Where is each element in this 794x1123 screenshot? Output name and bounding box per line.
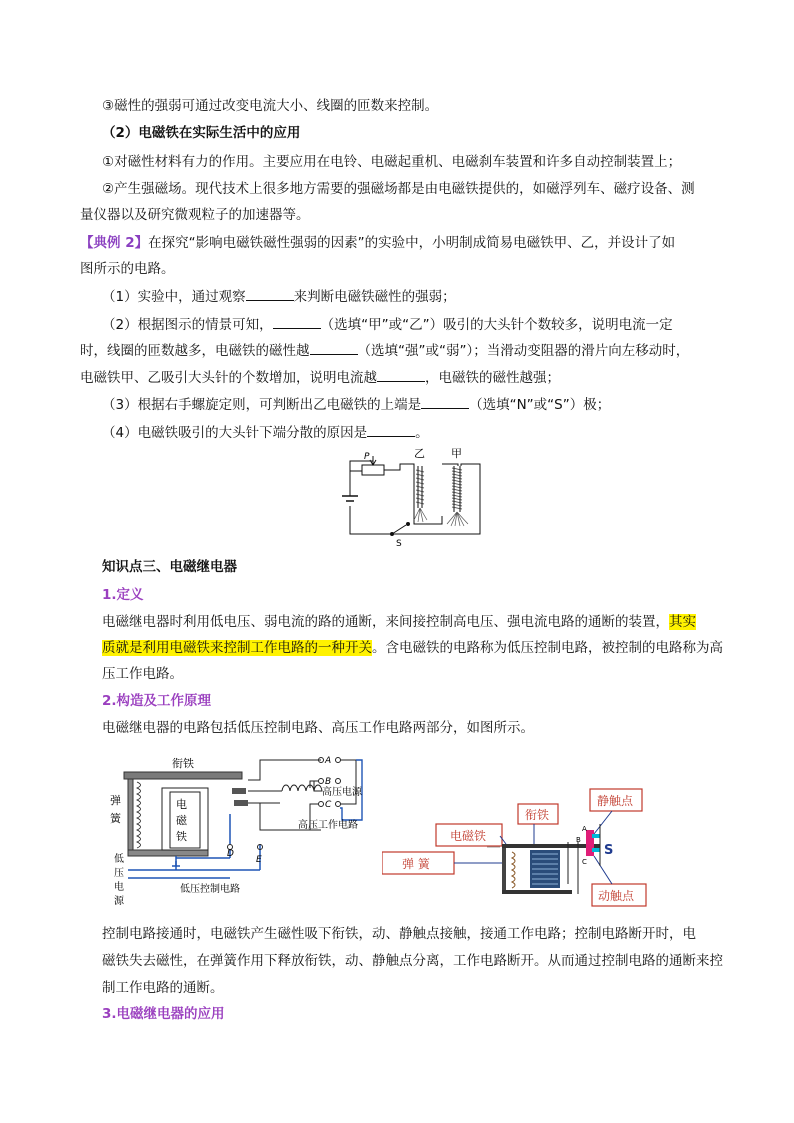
text-line: 电磁继电器的电路包括低压控制电路、高压工作电路两部分，如图所示。 [102,720,534,736]
definition-line1: 电磁继电器时利用低电压、弱电流的路的通断，来间接控制高电压、强电流电路的通断的装置，其实 [102,614,696,630]
knowledge-title: 知识点三、电磁继电器 [102,559,237,575]
hv-source-label: 高压电源 [322,787,362,798]
answer-blank[interactable] [377,369,425,382]
question-2-line2: 时，线圈的匝数越多，电磁铁的磁性越 （选填“强”或“弱”）；当滑动变阻器的滑片向左移动时， [80,343,690,359]
svg-text:D: D [227,849,234,859]
relay-structure-diagram [382,784,682,910]
spring-label: 弹 [110,794,121,807]
example-intro: 【典例 2】在探究“影响电磁铁磁性强弱的因素”的实验中，小明制成简易电磁铁甲、乙，并设计了如 [80,235,676,251]
electromagnet-char: 磁 [176,814,187,827]
answer-blank[interactable] [367,424,415,437]
static-contact-label: 静触点 [597,794,634,808]
spring-label: 弹 簧 [402,857,430,871]
moving-contact-label: 动触点 [598,889,635,903]
question-2-line1: （2）根据图示的情景可知， （选填“甲”或“乙”）吸引的大头针个数较多，说明电流一定 [102,317,673,333]
answer-blank[interactable] [310,342,358,355]
armature-label: 衔铁 [525,808,550,822]
question-3: （3）根据右手螺旋定则，可判断出乙电磁铁的上端是 （选填“N”或“S”）极； [102,397,611,413]
application-title: 3.电磁继电器的应用 [102,1006,225,1022]
text-line: 图所示的电路。 [80,261,175,277]
text-line: 磁铁失去磁性，在弹簧作用下释放衔铁，动、静触点分离，工作电路断开。从而通过控制电路的通断来控 [102,953,723,969]
text-line: 量仪器以及研究微观粒子的加速器等。 [80,207,310,223]
low-voltage-source-label: 低 [114,854,124,865]
structure-title: 2.构造及工作原理 [102,693,212,709]
text-line: 压工作电路。 [102,666,183,682]
text-line: 制工作电路的通断。 [102,980,224,996]
svg-text:A: A [325,756,332,766]
spring-label: 簧 [110,812,121,825]
svg-text:C: C [582,858,587,866]
slider-label: P [364,452,370,462]
section-heading: （2）电磁铁在实际生活中的应用 [102,125,301,141]
lv-circuit-label: 低压控制电路 [180,884,240,895]
definition-line2: 质就是利用电磁铁来控制工作电路的一种开关。含电磁铁的电路称为低压控制电路，被控制的电路称为高 [102,640,723,656]
answer-blank[interactable] [246,288,294,301]
magnet-jia-label: 甲 [451,447,462,460]
experiment-circuit-diagram [330,446,490,546]
question-2-line3: 电磁铁甲、乙吸引大头针的个数增加，说明电流越 ，电磁铁的磁性越强； [80,370,560,386]
low-voltage-source-label: 压 [114,868,124,879]
electromagnet-char: 电 [176,798,187,811]
low-voltage-source-label: 源 [114,896,124,907]
svg-text:B: B [325,777,332,787]
question-4: （4）电磁铁吸引的大头针下端分散的原因是 。 [102,425,429,441]
text-line: ②产生强磁场。现代技术上很多地方需要的强磁场都是由电磁铁提供的，如磁浮列车、磁疗设备、测 [102,181,695,197]
electromagnet-char: 铁 [176,830,187,843]
svg-text:E: E [256,855,262,865]
low-voltage-source-label: 电 [114,882,124,893]
svg-text:B: B [576,836,581,844]
text-line: ①对磁性材料有力的作用。主要应用在电铃、电磁起重机、电磁刹车装置和许多自动控制装置上； [102,154,682,170]
answer-blank[interactable] [421,396,469,409]
question-1: （1）实验中，通过观察 来判断电磁铁磁性的强弱； [102,289,456,305]
hv-circuit-label: 高压工作电路 [298,820,358,831]
text-line: 控制电路接通时，电磁铁产生磁性吸下衔铁，动、静触点接触，接通工作电路；控制电路断开时，电 [102,926,696,942]
svg-text:C: C [325,800,332,810]
armature-label: 衔铁 [172,757,194,770]
relay-circuit-diagram [110,752,372,908]
definition-title: 1.定义 [102,587,144,603]
example-tag: 【典例 2】 [80,235,149,251]
svg-text:A: A [582,825,587,833]
text-line: ③磁性的强弱可通过改变电流大小、线圈的匝数来控制。 [102,98,439,114]
answer-blank[interactable] [273,316,321,329]
switch-label: S [396,539,402,546]
magnet-yi-label: 乙 [414,447,425,460]
switch-label: S [604,843,614,858]
electromagnet-label: 电磁铁 [450,829,487,843]
